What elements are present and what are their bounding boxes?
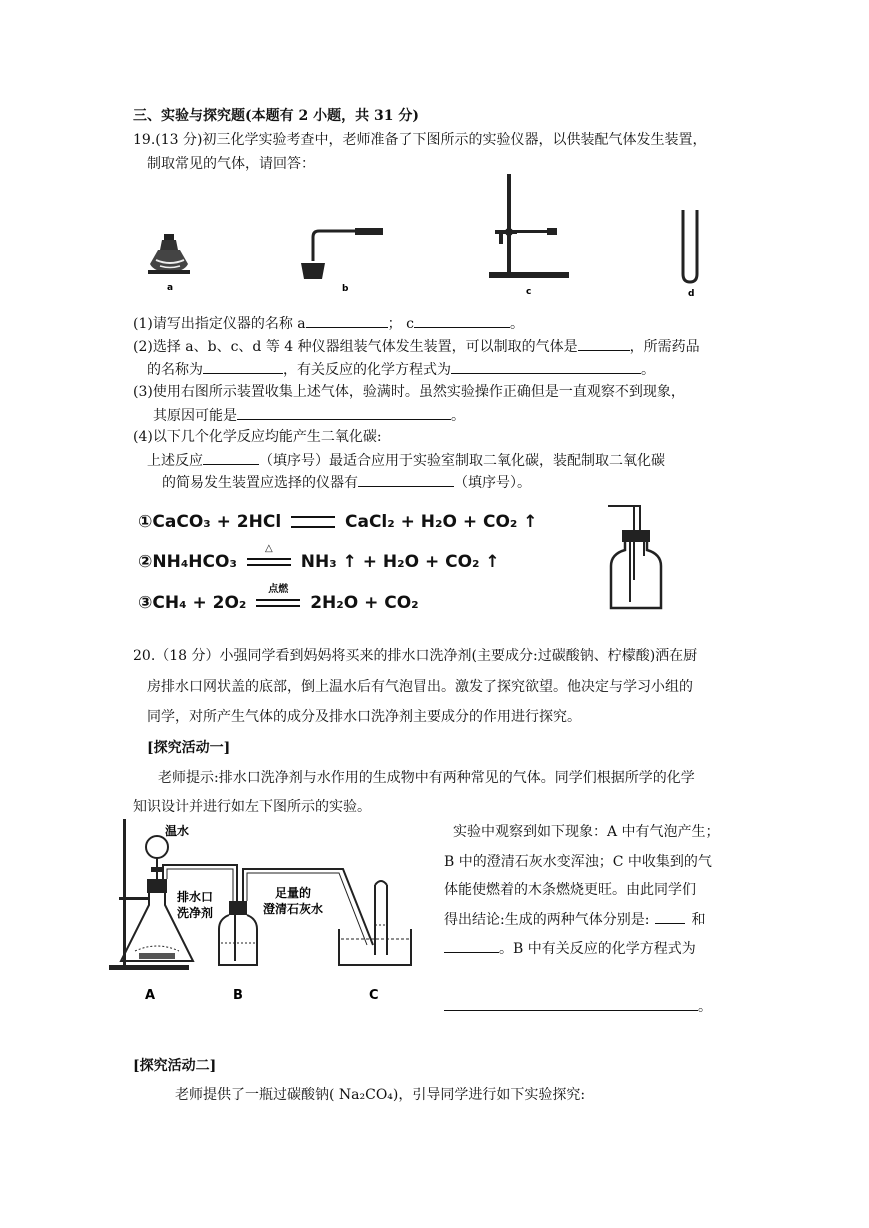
q19-p4-d: 的简易发生装置应选择的仪器有 [162, 475, 358, 491]
eq2-lhs: ②NH₄HCO₃ [138, 552, 237, 572]
label-a: a [167, 283, 174, 293]
eq2-condition: △ [264, 543, 273, 554]
q19-p3-line2 [153, 405, 465, 426]
q19-p2-line2 [147, 359, 655, 380]
answer-blank-reaction-no[interactable] [203, 450, 259, 465]
section-heading: 三、实验与探究题(本题有 2 小题，共 31 分) [133, 108, 419, 124]
eq1-equals [291, 516, 335, 528]
alcohol-lamp-figure [140, 230, 200, 293]
label-warm-water: 温水 [165, 824, 190, 838]
q19-p2-b: ，所需药品 [629, 339, 700, 355]
stopper-tube-figure [295, 225, 395, 295]
q19-p4-line2 [147, 450, 665, 471]
eq3-rhs: 2H₂O + CO₂ [310, 593, 419, 613]
eq1-rhs: CaCl₂ + H₂O + CO₂ ↑ [345, 512, 538, 532]
observation-line2: B 中的澄清石灰水变浑浊；C 中收集到的气 [444, 854, 712, 870]
label-A: A [145, 988, 156, 1003]
q19-p2-d: ，有关反应的化学方程式为 [283, 362, 451, 378]
observation-line4 [444, 909, 705, 930]
label-B: B [233, 988, 243, 1003]
observation-line6-end: 。 [698, 999, 712, 1015]
eq2-arrow [247, 543, 291, 569]
answer-blank-reagent[interactable] [203, 359, 283, 374]
observation-line5-text: 。B 中有关反应的化学方程式为 [499, 941, 696, 957]
equation-3 [138, 584, 419, 615]
label-limewater-1: 足量的 [275, 886, 312, 900]
answer-blank-c[interactable] [414, 313, 510, 328]
q19-p2-e: 。 [641, 362, 655, 378]
q19-p3-b: 其原因可能是 [153, 408, 237, 424]
q19-p4-e: （填序号）。 [454, 475, 531, 491]
label-c: c [526, 287, 532, 297]
eq3-condition: 点燃 [268, 584, 289, 595]
answer-blank-a[interactable] [306, 313, 388, 328]
eq1-lhs: ①CaCO₃ + 2HCl [138, 512, 282, 532]
observation-line3: 体能使燃着的木条燃烧更旺。由此同学们 [444, 882, 696, 898]
gas-collection-bottle-figure [600, 500, 675, 615]
observation-line5 [444, 938, 696, 959]
observation-and: 和 [691, 912, 706, 928]
activity-1-hint-line1: 老师提示:排水口洗净剂与水作用的生成物中有两种常见的气体。同学们根据所学的化学 [158, 770, 695, 786]
answer-blank-gas[interactable] [578, 336, 630, 351]
test-tube-figure [675, 208, 705, 300]
observation-line4-text: 得出结论:生成的两种气体分别是: [444, 912, 650, 928]
eq2-rhs: NH₃ ↑ + H₂O + CO₂ ↑ [300, 552, 500, 572]
answer-blank-gas-1[interactable] [655, 909, 685, 924]
q19-p4-line1: (4)以下几个化学反应均能产生二氧化碳: [133, 429, 382, 445]
q19-line1: 19.(13 分)初三化学实验考查中，老师准备了下图所示的实验仪器，以供装配气体发生装置， [133, 132, 707, 148]
answer-blank-equation[interactable] [451, 359, 641, 374]
label-cleaner-2: 洗净剂 [177, 906, 214, 920]
q19-p3-c: 。 [451, 408, 465, 424]
answer-blank-gas-2[interactable] [444, 938, 499, 953]
equation-2 [138, 543, 500, 574]
answer-blank-instruments[interactable] [358, 472, 454, 487]
observation-line6 [444, 996, 712, 1017]
q20-line1: 20.（18 分）小强同学看到妈妈将买来的排水口洗净剂(主要成分:过碳酸钠、柠檬酸)洒在厨 [133, 648, 698, 664]
activity-2-text: 老师提供了一瓶过碳酸钠( Na₂CO₄)，引导同学进行如下实验探究: [175, 1087, 586, 1103]
q19-p1-a: (1)请写出指定仪器的名称 a [133, 316, 306, 332]
answer-blank-b-equation[interactable] [444, 996, 698, 1011]
answer-blank-reason[interactable] [237, 405, 451, 420]
q20-line3: 同学，对所产生气体的成分及排水口洗净剂主要成分的作用进行探究。 [147, 709, 581, 725]
activity-1-heading: [探究活动一] [147, 740, 231, 756]
q19-p2-c: 的名称为 [147, 362, 203, 378]
observation-line1: 实验中观察到如下现象：A 中有气泡产生； [453, 824, 720, 840]
q19-p1-b: ； c [387, 316, 414, 332]
q19-p4-c: （填序号）最适合应用于实验室制取二氧化碳，装配制取二氧化碳 [259, 453, 665, 469]
activity-1-hint-line2: 知识设计并进行如左下图所示的实验。 [133, 799, 371, 815]
label-b: b [342, 284, 349, 294]
q19-p4-b: 上述反应 [147, 453, 203, 469]
activity-2-heading: [探究活动二] [133, 1058, 217, 1074]
equation-1 [138, 510, 538, 534]
eq3-arrow [256, 584, 300, 610]
q19-p1-c: 。 [509, 316, 524, 332]
label-C: C [369, 988, 379, 1003]
iron-stand-figure [485, 172, 575, 297]
label-d: d [688, 289, 695, 299]
eq3-lhs: ③CH₄ + 2O₂ [138, 593, 247, 613]
q19-p2-line1 [133, 336, 700, 357]
q19-p4-line3 [162, 472, 531, 493]
q19-line2: 制取常见的气体，请回答： [147, 156, 315, 172]
q19-p1 [133, 313, 524, 334]
experiment-apparatus-figure [105, 815, 425, 1015]
q20-line2: 房排水口网状盖的底部，倒上温水后有气泡冒出。激发了探究欲望。他决定与学习小组的 [147, 679, 693, 695]
label-limewater-2: 澄清石灰水 [263, 902, 324, 916]
q19-p3-line1: (3)使用右图所示装置收集上述气体，验满时。虽然实验操作正确但是一直观察不到现象， [133, 384, 685, 400]
q19-p2-a: (2)选择 a、b、c、d 等 4 种仪器组装气体发生装置，可以制取的气体是 [133, 339, 578, 355]
label-cleaner-1: 排水口 [177, 890, 214, 904]
